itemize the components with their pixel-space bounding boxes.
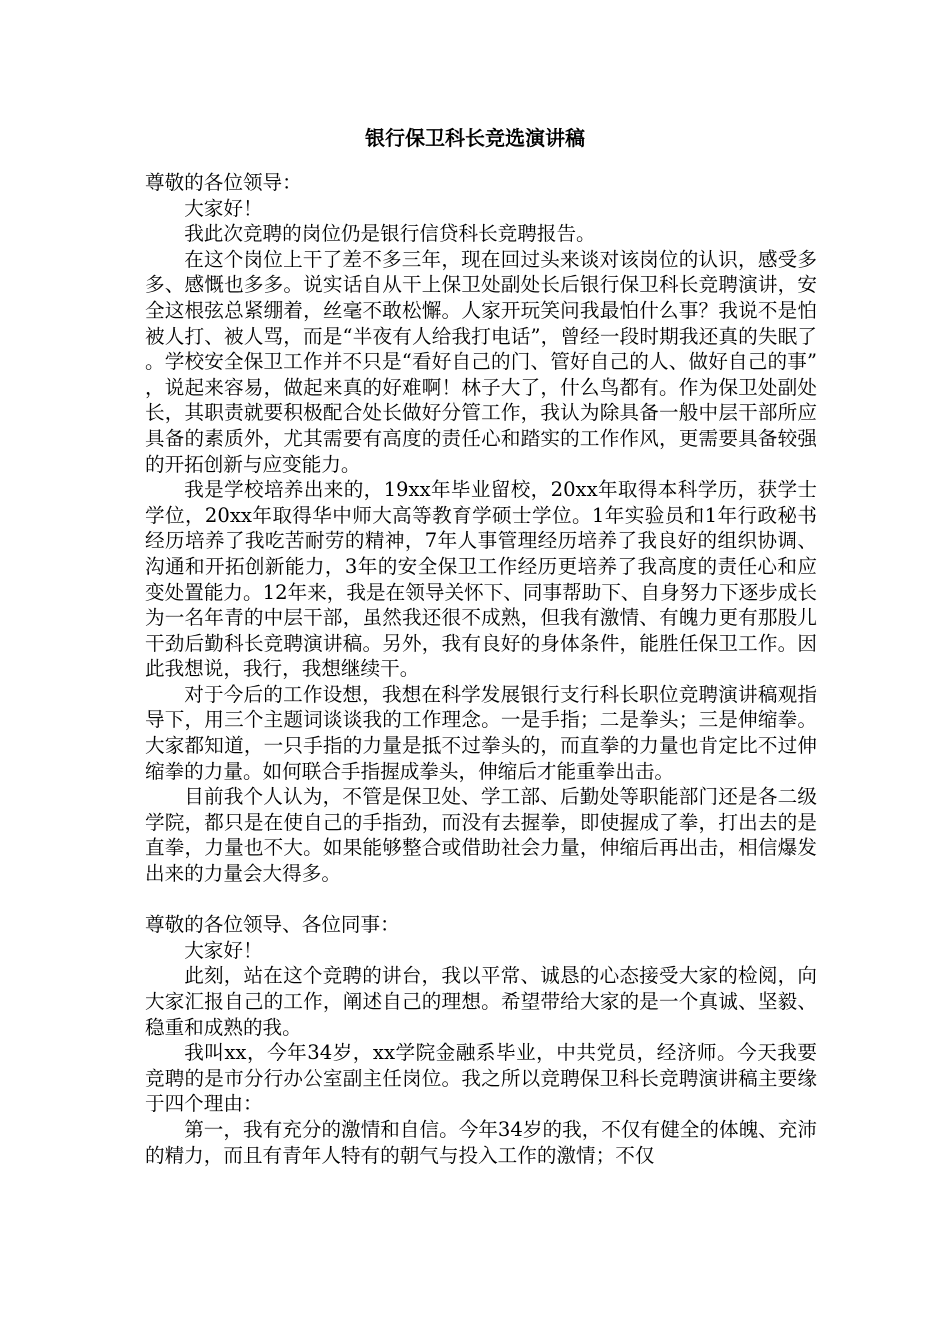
paragraph: 目前我个人认为，不管是保卫处、学工部、后勤处等职能部门还是各二级学院，都只是在使自己的手指劲，而没有去握拳，即使握成了拳，打出去的是直拳，力量也不大。如果能够整合或借助社会力量，伸缩后再出击，相信爆发出来的力量会大得多。 — [145, 785, 817, 886]
section-spacer — [145, 887, 817, 913]
paragraph: 第一，我有充分的激情和自信。今年34岁的我，不仅有健全的体魄、充沛的精力，而且有青年人特有的朝气与投入工作的激情；不仅 — [145, 1117, 817, 1167]
salutation: 尊敬的各位领导： — [145, 171, 302, 194]
paragraph: 我叫xx，今年34岁，xx学院金融系毕业，中共党员，经济师。今天我要竞聘的是市分行办公室副主任岗位。我之所以竞聘保卫科长竞聘演讲稿主要缘于四个理由： — [145, 1041, 817, 1116]
document-body — [145, 170, 817, 1168]
document-title: 银行保卫科长竞选演讲稿 — [365, 126, 585, 150]
paragraph: 对于今后的工作设想，我想在科学发展银行支行科长职位竞聘演讲稿观指导下，用三个主题词谈谈我的工作理念。一是手指；二是拳头；三是伸缩拳。大家都知道，一只手指的力量是抵不过拳头的，而直拳的力量也肯定比不过伸缩拳的力量。如何联合手指握成拳头，伸缩后才能重拳出击。 — [145, 682, 817, 783]
greeting: 大家好！ — [184, 938, 263, 962]
paragraph: 此刻，站在这个竞聘的讲台，我以平常、诚恳的心态接受大家的检阅，向大家汇报自己的工作，阐述自己的理想。希望带给大家的是一个真诚、坚毅、稳重和成熟的我。 — [145, 964, 817, 1039]
paragraph: 在这个岗位上干了差不多三年，现在回过头来谈对该岗位的认识，感受多多、感慨也多多。说实话自从干上保卫处副处长后银行保卫科长竞聘演讲，安全这根弦总紧绷着，丝毫不敢松懈。人家开玩笑问我最怕什么事？我说不是怕被人打、被人骂，而是“半夜有人给我打电话”，曾经一段时期我还真的失眠了。学校安全保卫工作并不只是“看好自己的门、管好自己的人、做好自己的事”，说起来容易，做起来真的好难啊！林子大了，什么鸟都有。作为保卫处副处长，其职责就要积极配合处长做好分管工作，我认为除具备一般中层干部所应具备的素质外，尤其需要有高度的责任心和踏实的工作作风，更需要具备较强的开拓创新与应变能力。 — [145, 247, 817, 476]
greeting: 大家好！ — [184, 196, 263, 220]
paragraph: 我此次竞聘的岗位仍是银行信贷科长竞聘报告。 — [184, 222, 596, 246]
paragraph: 我是学校培养出来的，19xx年毕业留校，20xx年取得本科学历，获学士学位，20xx年取得华中师大高等教育学硕士学位。1年实验员和1年行政秘书经历培养了我吃苦耐劳的精神，7年人事管理经历培养了我良好的组织协调、沟通和开拓创新能力，3年的安全保卫工作经历更培养了我高度的责任心和应变处置能力。12年来，我是在领导关怀下、同事帮助下、自身努力下逐步成长为一名年青的中层干部，虽然我还很不成熟，但我有激情、有魄力更有那股儿干劲后勤科长竞聘演讲稿。另外，我有良好的身体条件，能胜任保卫工作。因此我想说，我行，我想继续干。 — [145, 478, 817, 681]
salutation: 尊敬的各位领导、各位同事： — [145, 913, 400, 937]
